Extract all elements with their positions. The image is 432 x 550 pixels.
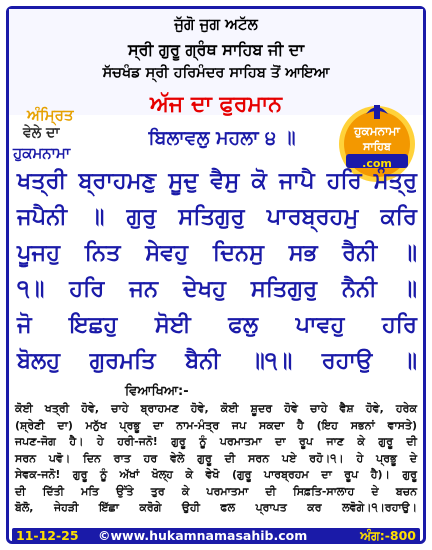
- footer-bar: [12, 528, 420, 544]
- left-logo-line-2: ਵੇਲੇ ਦਾ: [23, 125, 60, 141]
- shabad-line: ਜੋ ਇਛਹੁ ਸੋਈ ਫਲੁ ਪਾਵਹੁ ਹਰਿ: [17, 312, 417, 338]
- footer-ang-number: ਅੰਗ:-800: [360, 528, 416, 543]
- vyakhya-label: ਵਿਆਖਿਆ:-: [125, 384, 189, 399]
- hukamnama-card: [6, 6, 426, 544]
- header: [9, 9, 423, 115]
- vyakhya-line: ਸੇਵਕ-ਜਨੋ! ਗੁਰੂ ਨੂੰ ਅੱਖਾਂ ਖੋਲ੍ਹ ਕੇ ਵੇਖੋ (ਗੁਰੂ ਪਾਰਬ੍ਰਹਮ ਦਾ ਰੂਪ ਹੈ)। ਗੁਰੂ: [15, 468, 417, 481]
- shabad-line: ੧॥ ਹਰਿ ਜਨ ਦੇਖਹੁ ਸਤਿਗੁਰੁ ਨੈਨੀ ॥: [17, 276, 417, 302]
- vyakhya-line: ਸਰਨ ਪਵੋ। ਦਿਨ ਰਾਤ ਹਰ ਵੇਲੇ ਗੁਰੂ ਦੀ ਸਰਨ ਪਏ ਰਹੋ।੧। ਹੇ ਪ੍ਰਭੂ ਦੇ: [15, 451, 417, 465]
- amrit-vele-logo: [13, 106, 109, 164]
- footer-website-link[interactable]: ©www.hukamnamasahib.com: [98, 528, 308, 543]
- vyakhya-text: [15, 401, 417, 517]
- vyakhya-line: ਦੀ ਦਿੱਤੀ ਮਤਿ ਉੱਤੇ ਤੁਰ ਕੇ ਪਰਮਾਤਮਾ ਦੀ ਸਿਫ਼ਤਿ-ਸਾਲਾਹ ਦੇ ਬਚਨ: [15, 484, 417, 498]
- shabad-line: ਜਪੈਨੀ ॥ ਗੁਰੁ ਸਤਿਗੁਰੁ ਪਾਰਬ੍ਰਹਮੁ ਕਰਿ: [17, 204, 417, 230]
- todays-hukamnama-title: ਅੱਜ ਦਾ ਫੁਰਮਾਨ: [150, 92, 282, 117]
- header-line-2: ਸ੍ਰੀ ਗੁਰੂ ਗ੍ਰੰਥ ਸਾਹਿਬ ਜੀ ਦਾ: [127, 40, 305, 59]
- left-logo-line-3: ਹੁਕਮਨਾਮਾ: [13, 144, 71, 162]
- footer-date: 11-12-25: [16, 528, 79, 543]
- shabad-line: ਪੂਜਹੁ ਨਿਤ ਸੇਵਹੁ ਦਿਨਸੁ ਸਭ ਰੈਨੀ ॥: [17, 240, 417, 266]
- shabad-text: [17, 163, 417, 379]
- shabad-heading: ਬਿਲਾਵਲੁ ਮਹਲਾ ੪ ॥: [148, 127, 296, 149]
- right-logo-line-1: ਹੁਕਮਨਾਮਾ: [354, 124, 400, 138]
- header-line-1: ਜੁੱਗੋ ਜੁਗ ਅਟੱਲ: [174, 15, 258, 33]
- vyakhya-line: ਕੋਈ ਖਤ੍ਰੀ ਹੋਵੇ, ਚਾਹੇ ਬ੍ਰਾਹਮਣ ਹੋਵੇ, ਕੋਈ ਸ਼ੂਦਰ ਹੋਵੇ ਚਾਹੇ ਵੈਸ਼ ਹੋਵੇ, ਹਰੇਕ: [15, 402, 417, 415]
- vyakhya-line: ਜਪਣ-ਜੋਗ ਹੈ। ਹੇ ਹਰੀ-ਜਨੋ! ਗੁਰੂ ਨੂੰ ਪਰਮਾਤਮਾ ਦਾ ਰੂਪ ਜਾਣ ਕੇ ਗੁਰੂ ਦੀ: [15, 435, 417, 448]
- shabad-line: ਬੋਲਹੁ ਗੁਰਮਤਿ ਬੈਨੀ ॥੧॥ ਰਹਾਉ ॥: [17, 348, 417, 374]
- vyakhya-line: (ਸ਼੍ਰੇਣੀ ਦਾ) ਮਨੁੱਖ ਪ੍ਰਭੂ ਦਾ ਨਾਮ-ਮੰਤ੍ਰ ਜਪ ਸਕਦਾ ਹੈ (ਇਹ ਸਭਨਾਂ ਵਾਸਤੇ): [15, 418, 417, 432]
- right-logo-line-2: ਸਾਹਿਬ: [363, 140, 391, 153]
- shabad-line: ਖਤ੍ਰੀ ਬ੍ਰਾਹਮਣੁ ਸੂਦੁ ਵੈਸੁ ਕੋ ਜਾਪੈ ਹਰਿ ਮੰਤ੍ਰੁ: [17, 168, 417, 194]
- header-line-3: ਸੱਚਖੰਡ ਸ੍ਰੀ ਹਰਿਮੰਦਰ ਸਾਹਿਬ ਤੋਂ ਆਇਆ: [102, 65, 330, 81]
- vyakhya-line: ਬੋਲੋ, ਜੇਹੜੀ ਇੱਛਾ ਕਰੋਗੇ ਉਹੀ ਫਲ ਪ੍ਰਾਪਤ ਕਰ ਲਵੋਗੇ।੧।ਰਹਾਉ।: [15, 501, 417, 514]
- right-logo-line-3: .com: [362, 157, 392, 170]
- left-logo-line-1: ਅੰਮ੍ਰਿਤ: [27, 106, 74, 124]
